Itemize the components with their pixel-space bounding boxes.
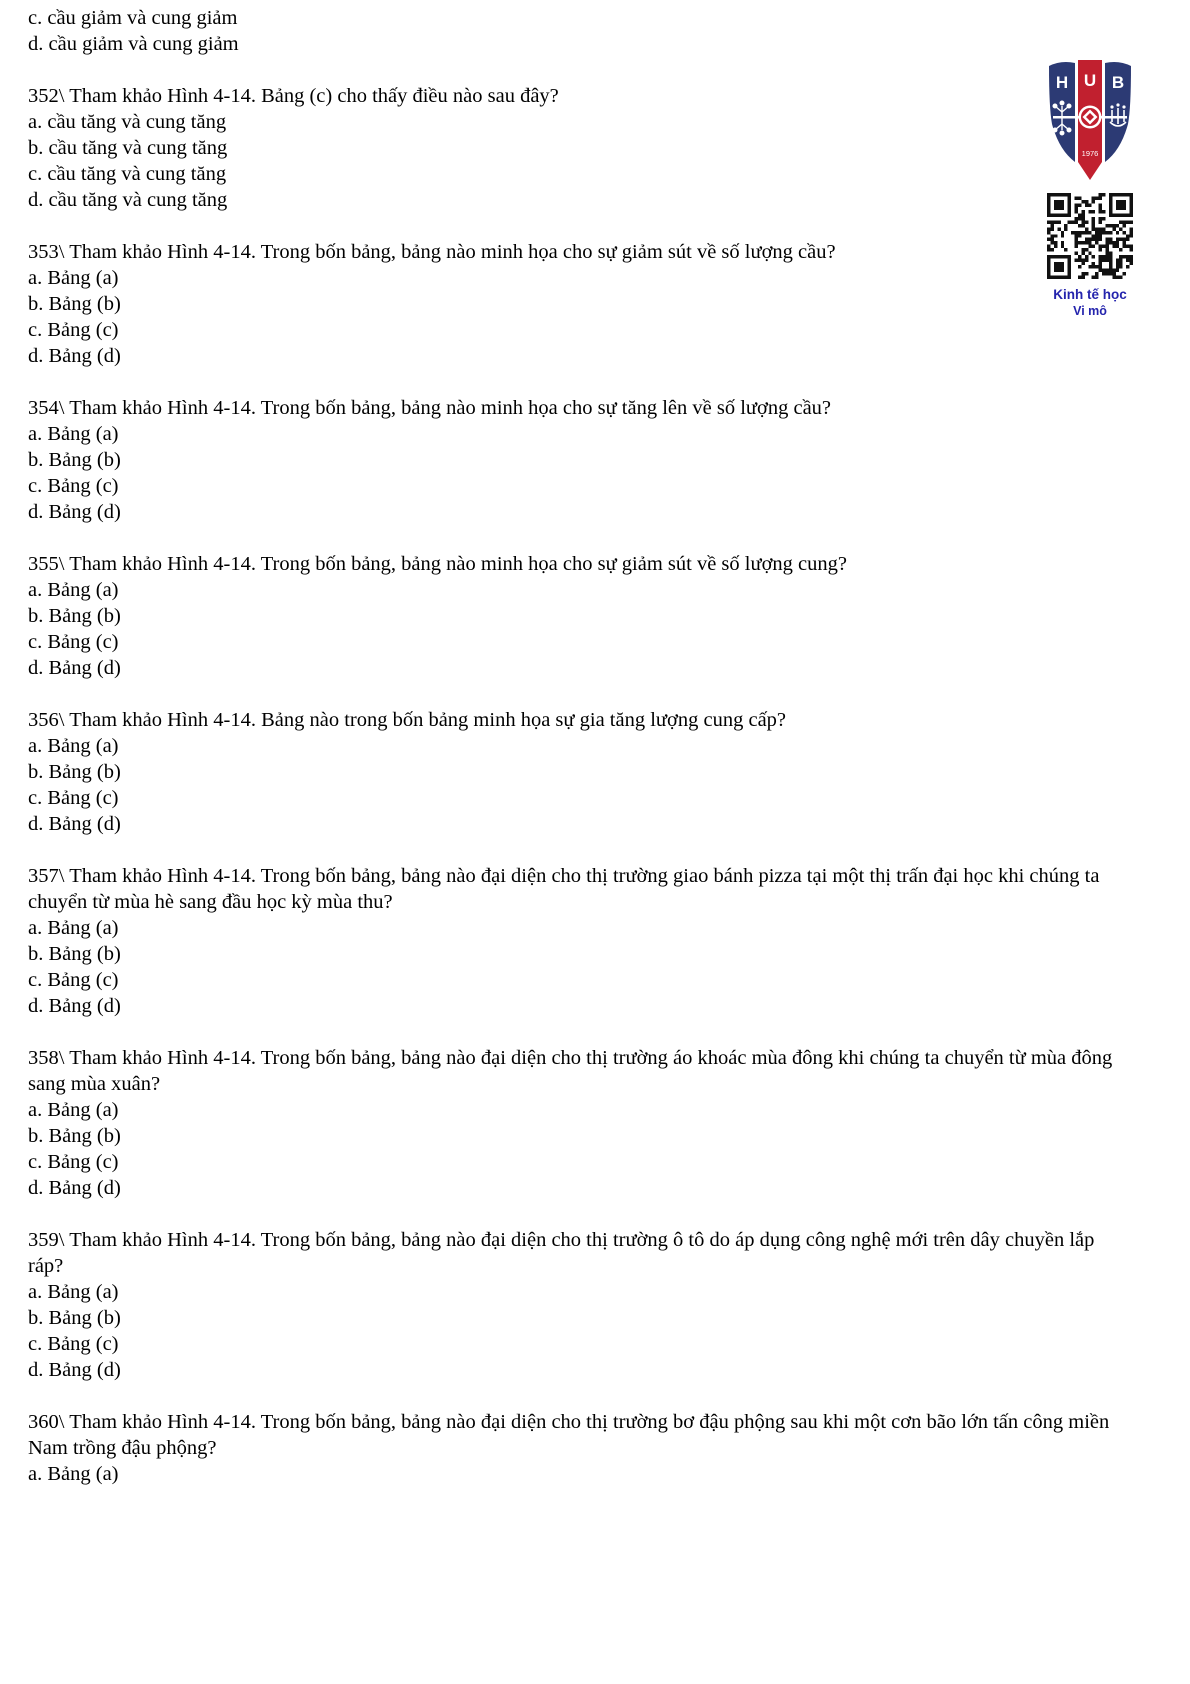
qr-code — [1047, 193, 1133, 284]
option-line: d. Bảng (d) — [28, 813, 121, 835]
option-line: a. Bảng (a) — [28, 917, 119, 939]
option-line: c. Bảng (c) — [28, 969, 119, 991]
question-355 — [28, 551, 1113, 681]
svg-text:B: B — [1111, 73, 1125, 92]
question-line: 359\ Tham khảo Hình 4-14. Trong bốn bảng, bảng nào đại diện cho thị trường ô tô do áp dụng công nghệ mới trên dây chuyền lắp ráp? — [28, 1229, 1095, 1277]
option-line: c. Bảng (c) — [28, 787, 119, 809]
question-line: 352\ Tham khảo Hình 4-14. Bảng (c) cho thấy điều nào sau đây? — [28, 85, 559, 107]
question-line: 354\ Tham khảo Hình 4-14. Trong bốn bảng, bảng nào minh họa cho sự tăng lên về số lượng cầu? — [28, 397, 832, 419]
option-line: d. Bảng (d) — [28, 1177, 121, 1199]
option-line: a. Bảng (a) — [28, 267, 119, 289]
caption-line-2: Vi mô — [1073, 304, 1107, 318]
question-line: 355\ Tham khảo Hình 4-14. Trong bốn bảng, bảng nào minh họa cho sự giảm sút về số lượng cung? — [28, 553, 848, 575]
option-line: c. Bảng (c) — [28, 475, 119, 497]
option-line: b. Bảng (b) — [28, 293, 121, 315]
option-line: b. cầu tăng và cung tăng — [28, 137, 228, 159]
question-line: 360\ Tham khảo Hình 4-14. Trong bốn bảng, bảng nào đại diện cho thị trường bơ đậu phộng sau khi một cơn bão lớn tấn công miền Nam trồng đậu phộng? — [28, 1411, 1110, 1459]
question-line: 356\ Tham khảo Hình 4-14. Bảng nào trong bốn bảng minh họa sự gia tăng lượng cung cấp? — [28, 709, 787, 731]
orphan-options-block — [28, 5, 1113, 57]
option-line: b. Bảng (b) — [28, 605, 121, 627]
option-line: d. Bảng (d) — [28, 345, 121, 367]
question-357 — [28, 863, 1113, 1019]
option-line: c. cầu giảm và cung giảm — [28, 7, 238, 29]
option-line: d. Bảng (d) — [28, 657, 121, 679]
option-line: c. Bảng (c) — [28, 1333, 119, 1355]
option-line: d. Bảng (d) — [28, 1359, 121, 1381]
option-line: d. cầu giảm và cung giảm — [28, 33, 239, 55]
option-line: c. Bảng (c) — [28, 1151, 119, 1173]
option-line: c. cầu tăng và cung tăng — [28, 163, 227, 185]
option-line: a. Bảng (a) — [28, 1099, 119, 1121]
option-line: b. Bảng (b) — [28, 943, 121, 965]
option-line: d. Bảng (d) — [28, 501, 121, 523]
option-line: d. cầu tăng và cung tăng — [28, 189, 228, 211]
option-line: a. cầu tăng và cung tăng — [28, 111, 227, 133]
branding-block — [1040, 56, 1140, 319]
question-line: 358\ Tham khảo Hình 4-14. Trong bốn bảng, bảng nào đại diện cho thị trường áo khoác mùa đông khi chúng ta chuyển từ mùa đông sang mùa xuân? — [28, 1047, 1113, 1095]
question-353 — [28, 239, 1113, 369]
option-line: a. Bảng (a) — [28, 423, 119, 445]
question-352 — [28, 83, 1113, 213]
question-list — [28, 5, 1113, 1487]
question-line: 353\ Tham khảo Hình 4-14. Trong bốn bảng, bảng nào minh họa cho sự giảm sút về số lượng cầu? — [28, 241, 836, 263]
question-line: 357\ Tham khảo Hình 4-14. Trong bốn bảng, bảng nào đại diện cho thị trường giao bánh pizza tại một thị trấn đại học khi chúng ta chuyển từ mùa hè sang đầu học kỳ mùa thu? — [28, 865, 1100, 913]
question-358 — [28, 1045, 1113, 1201]
option-line: a. Bảng (a) — [28, 579, 119, 601]
option-line: a. Bảng (a) — [28, 735, 119, 757]
question-359 — [28, 1227, 1113, 1383]
option-line: a. Bảng (a) — [28, 1281, 119, 1303]
option-line: b. Bảng (b) — [28, 761, 121, 783]
logo-year: 1976 — [1081, 149, 1099, 158]
option-line: a. Bảng (a) — [28, 1463, 119, 1485]
question-354 — [28, 395, 1113, 525]
course-caption — [1040, 287, 1140, 319]
caption-line-1: Kinh tế học — [1053, 287, 1127, 302]
question-356 — [28, 707, 1113, 837]
option-line: b. Bảng (b) — [28, 1307, 121, 1329]
option-line: c. Bảng (c) — [28, 631, 119, 653]
option-line: c. Bảng (c) — [28, 319, 119, 341]
hub-logo-icon — [1047, 56, 1133, 187]
option-line: b. Bảng (b) — [28, 1125, 121, 1147]
svg-text:U: U — [1083, 71, 1097, 90]
option-line: d. Bảng (d) — [28, 995, 121, 1017]
svg-text:H: H — [1055, 73, 1069, 92]
question-360 — [28, 1409, 1113, 1487]
option-line: b. Bảng (b) — [28, 449, 121, 471]
